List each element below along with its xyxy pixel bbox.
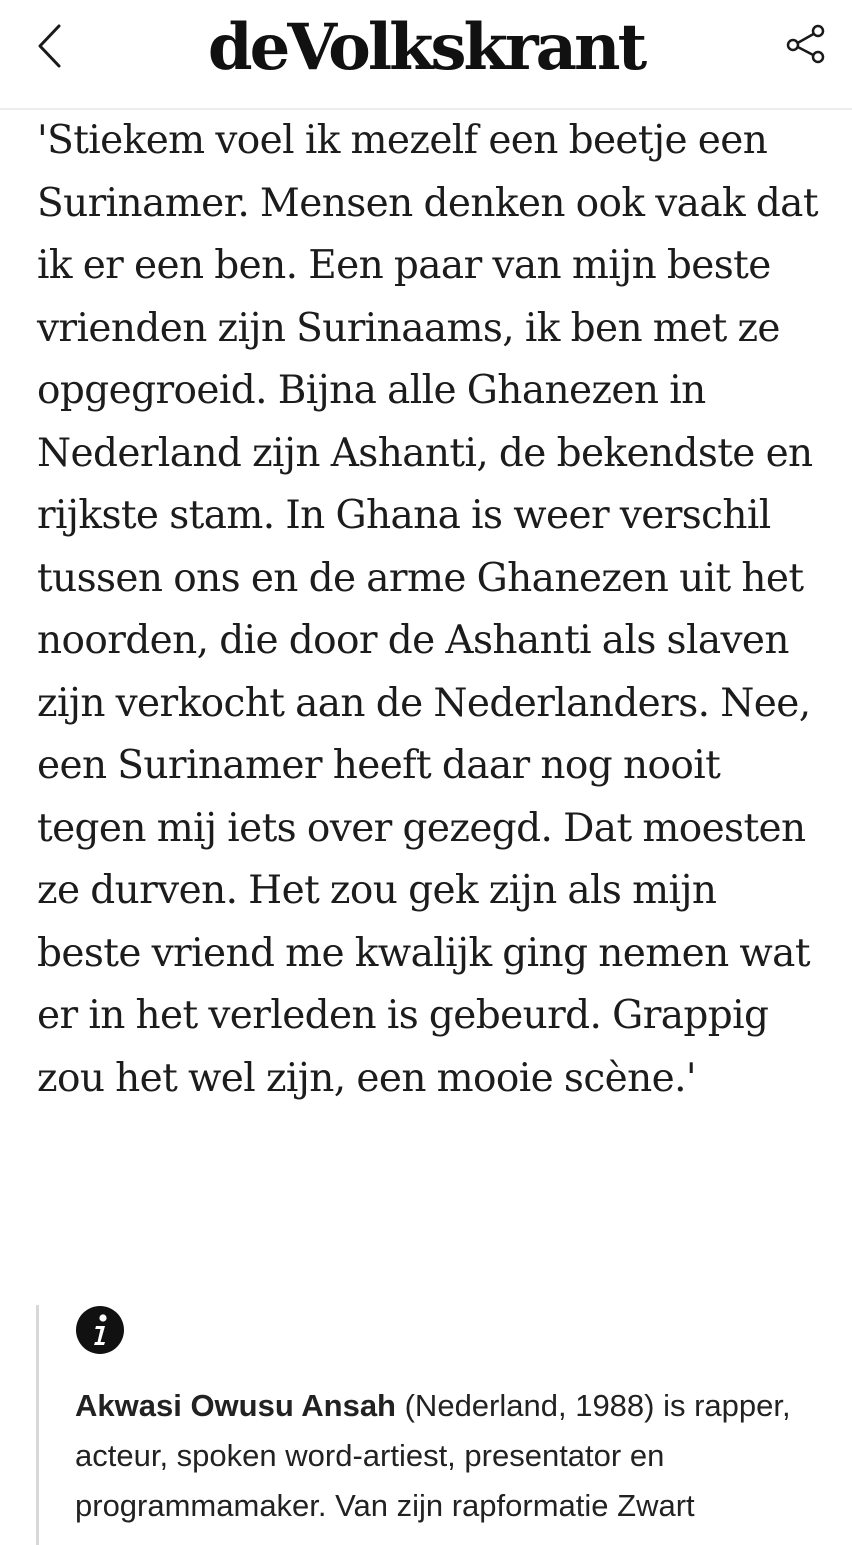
author-name: Akwasi Owusu Ansah xyxy=(75,1388,396,1423)
app-header xyxy=(0,0,852,110)
share-icon xyxy=(784,24,828,64)
share-button[interactable] xyxy=(780,18,832,70)
article-body xyxy=(37,110,827,1110)
author-bio-text: (Nederland, 1988) is rapper, acteur, spoken word-artiest, presentator en programmamaker. Van zijn rapformatie Zwart xyxy=(75,1388,791,1523)
info-icon xyxy=(75,1305,125,1355)
author-infobox xyxy=(36,1305,836,1545)
newspaper-logo: deVolkskrant xyxy=(207,10,645,85)
article-quote: 'Stiekem voel ik mezelf een beetje een Surinamer. Mensen denken ook vaak dat ik er een ben. Een paar van mijn beste vrienden zijn Surinaams, ik ben met ze opgegroeid. Bijna alle Ghanezen in Nederland zijn Ashanti, de bekendste en rijkste stam. In Ghana is weer verschil tussen ons en de arme Ghanezen uit het noorden, die door de Ashanti als slaven zijn verkocht aan de Nederlanders. Nee, een Surinamer heeft daar nog nooit tegen mij iets over gezegd. Dat moesten ze durven. Het zou gek zijn als mijn beste vriend me kwalijk ging nemen wat er in het verleden is gebeurd. Grappig zou het wel zijn, een mooie scène.' xyxy=(37,118,818,1101)
author-bio xyxy=(75,1381,835,1531)
